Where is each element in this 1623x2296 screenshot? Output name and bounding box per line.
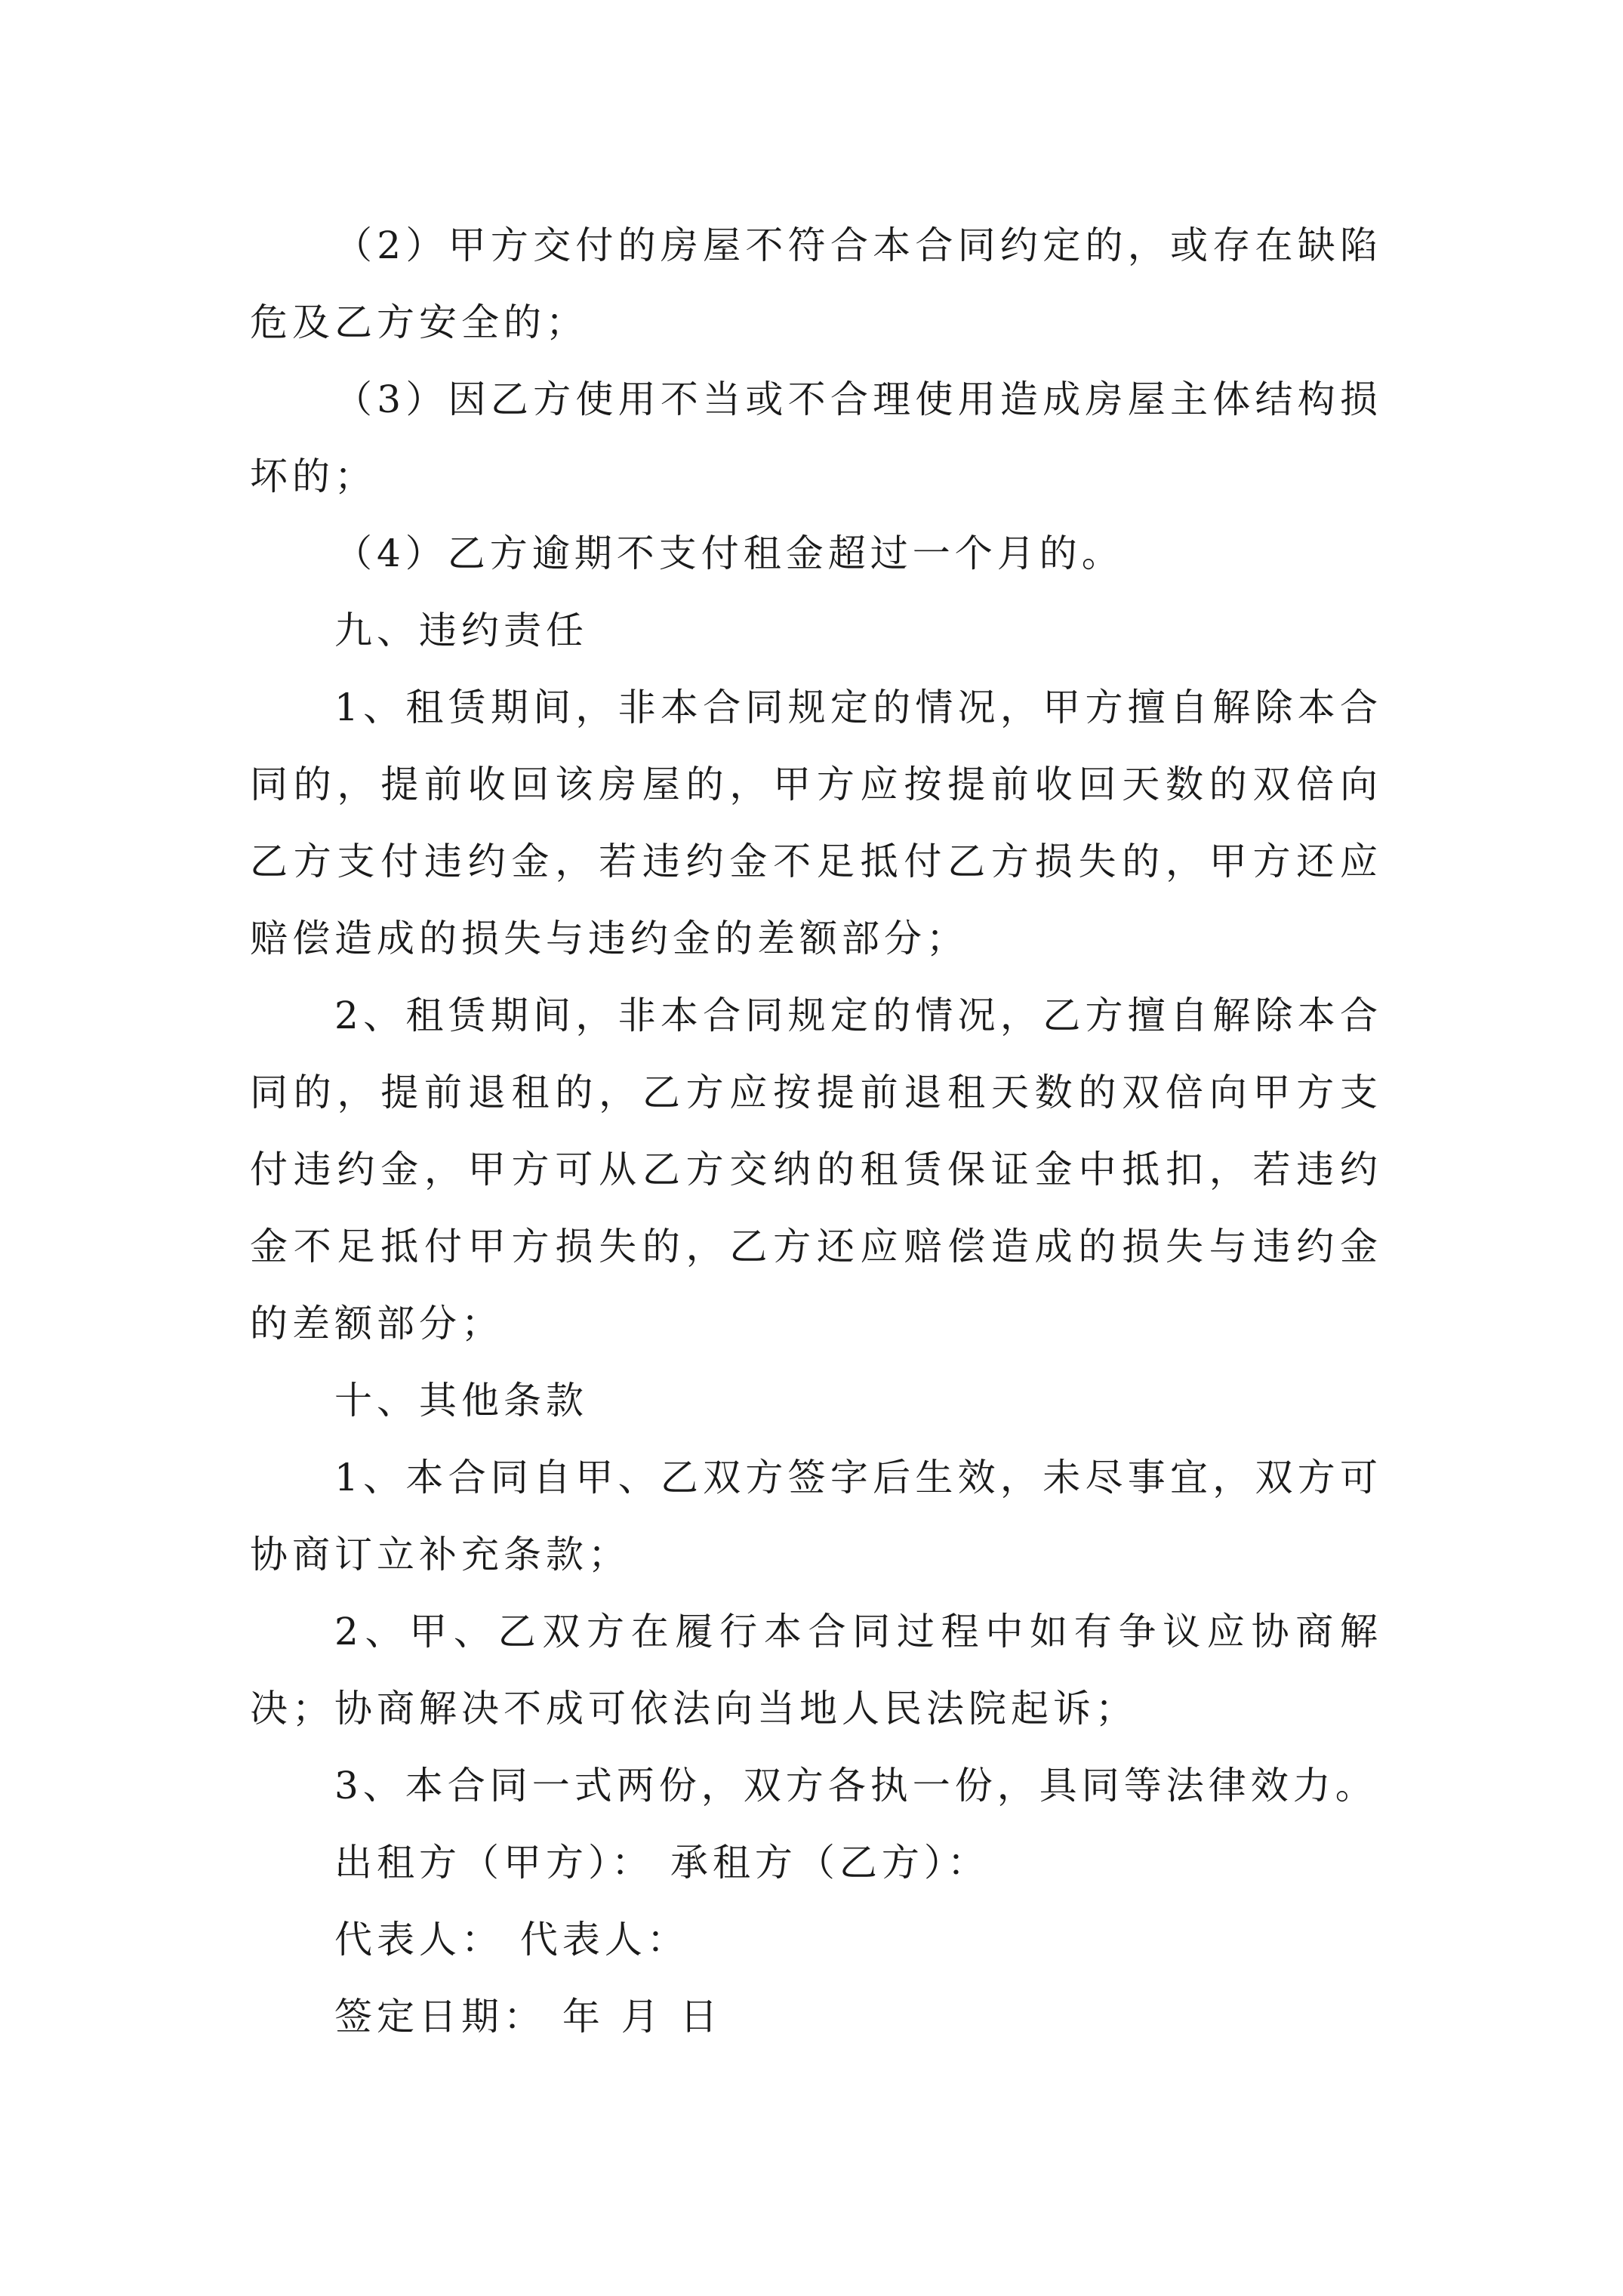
signature-parties-line: 出租方（甲方）： 承租方（乙方）： [334, 1841, 990, 1885]
clause-9-2: 2、租赁期间，非本合同规定的情况，乙方擅自解除本合同的，提前退租的，乙方应按提前退租天数的双倍向甲方支付违约金，甲方可从乙方交纳的租赁保证金中抵扣，若违约金不足抵付甲方损失的，乙方还应赔偿造成的损失与违约金的差额部分； [250, 994, 1382, 1345]
signature-date-line: 签定日期： 年 月 日 [334, 1995, 722, 2039]
clause-10-1: 1、本合同自甲、乙双方签字后生效，未尽事宜，双方可协商订立补充条款； [250, 1456, 1382, 1576]
section-heading-breach-liability: 九、违约责任 [334, 609, 588, 652]
clause-10-2: 2、甲、乙双方在履行本合同过程中如有争议应协商解决；协商解决不成可依法向当地人民法院起诉； [250, 1610, 1382, 1730]
signature-representatives-line: 代表人： 代表人： [334, 1918, 689, 1962]
section-heading-other-terms: 十、其他条款 [334, 1379, 588, 1422]
clause-10-3: 3、本合同一式两份，双方各执一份，具同等法律效力。 [334, 1764, 1378, 1808]
clause-9-1: 1、租赁期间，非本合同规定的情况，甲方擅自解除本合同的，提前收回该房屋的，甲方应按提前收回天数的双倍向乙方支付违约金，若违约金不足抵付乙方损失的，甲方还应赔偿造成的损失与违约金的差额部分； [250, 686, 1382, 960]
clause-8-item-3: （3）因乙方使用不当或不合理使用造成房屋主体结构损坏的； [250, 378, 1382, 498]
contract-body [250, 207, 1382, 2055]
clause-8-item-2: （2）甲方交付的房屋不符合本合同约定的，或存在缺陷危及乙方安全的； [250, 223, 1382, 344]
clause-8-item-4: （4）乙方逾期不支付租金超过一个月的。 [334, 532, 1124, 575]
